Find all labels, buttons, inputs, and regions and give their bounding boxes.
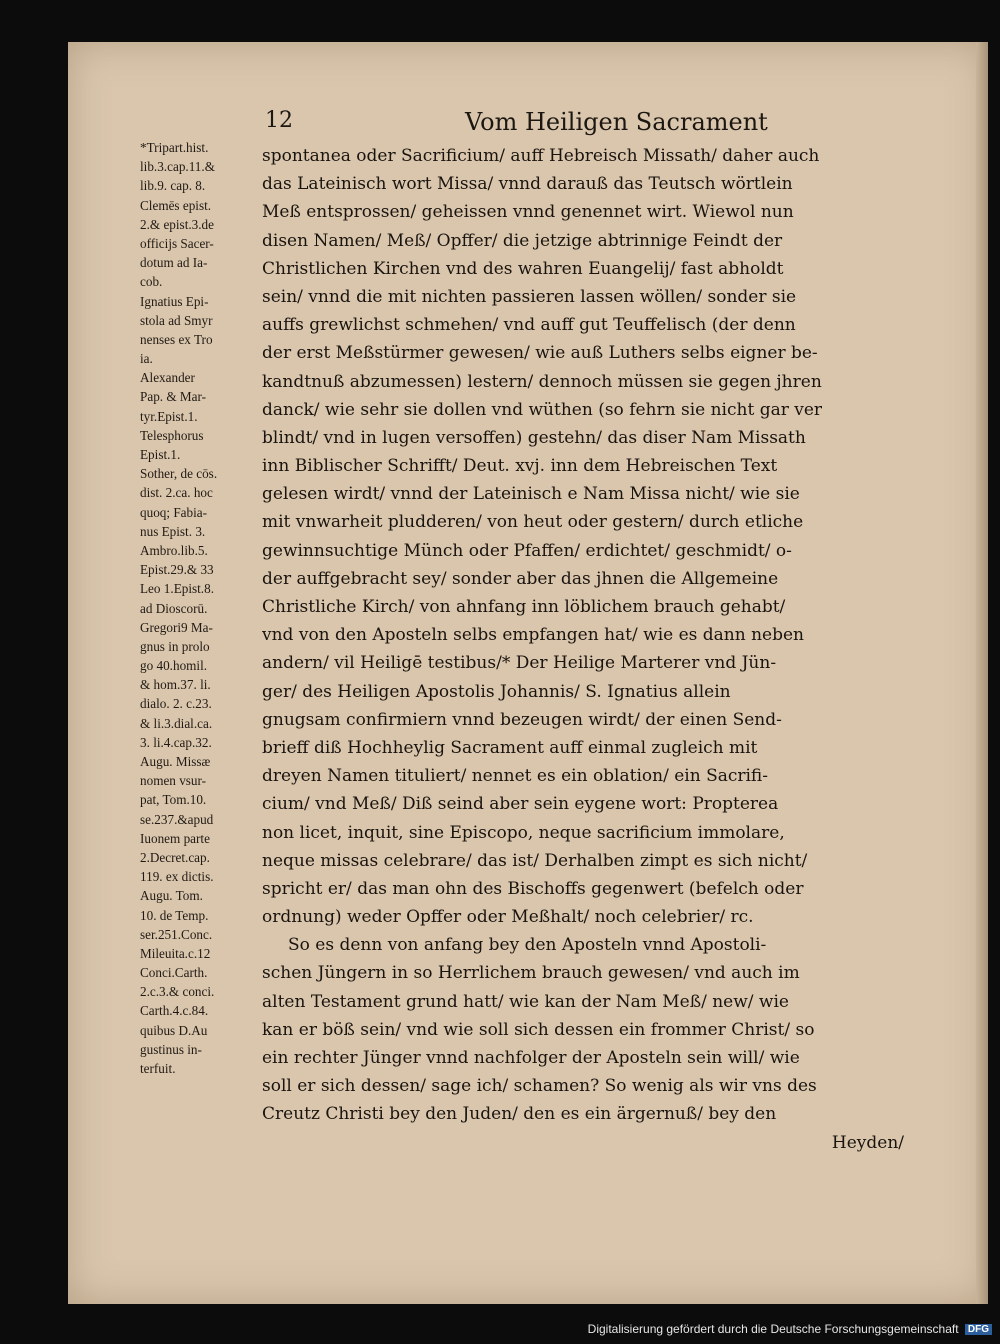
text-line: mit vnwarheit pludderen/ von heut oder gestern/ durch etliche: [262, 512, 804, 533]
margin-note-line: ser.251.Conc.: [140, 926, 213, 942]
margin-note-line: nenses ex Tro: [140, 331, 213, 347]
margin-note-line: ad Dioscorū.: [140, 600, 208, 616]
text-line: spontanea oder Sacrificium/ auff Hebreisch Missath/ daher auch: [262, 146, 820, 166]
text-line: ein rechter Jünger vnnd nachfolger der Aposteln sein will/ wie: [262, 1048, 800, 1068]
body-text: [262, 142, 904, 1157]
text-line: schen Jüngern in so Herrlichem brauch gewesen/ vnd auch im: [262, 963, 800, 984]
margin-note-line: go 40.homil.: [140, 658, 208, 674]
text-line: der auffgebracht sey/ sonder aber das jhnen die Allgemeine: [262, 568, 779, 589]
margin-note-line: gustinus in-: [140, 1041, 202, 1057]
dfg-logo: DFG: [965, 1324, 992, 1335]
text-line: Meß entsprossen/ geheissen vnnd genennet wirt. Wiewol nun: [262, 202, 794, 223]
text-line: disen Namen/ Meß/ Opffer/ die jetzige abtrinnige Feindt der: [262, 230, 783, 251]
margin-note-line: 2.Decret.cap.: [140, 849, 210, 865]
text-line: Heyden/: [831, 1132, 904, 1153]
text-line: gnugsam confirmiern vnnd bezeugen wirdt/ der einen Send-: [262, 709, 782, 730]
margin-note-line: Leo 1.Epist.8.: [140, 581, 214, 597]
footer: [588, 1322, 992, 1336]
text-line: So es denn von anfang bey den Aposteln vnnd Apostoli-: [288, 935, 767, 956]
text-line: kan er böß sein/ vnd wie soll sich dessen ein frommer Christ/ so: [262, 1019, 815, 1040]
margin-note-line: dialo. 2. c.23.: [140, 696, 212, 712]
margin-note-line: Carth.4.c.84.: [140, 1003, 209, 1019]
margin-note-line: Telesphorus: [140, 427, 204, 443]
text-line: sein/ vnnd die mit nichten passieren lassen wöllen/ sonder sie: [262, 286, 797, 307]
margin-note-line: pat, Tom.10.: [140, 792, 207, 808]
margin-note-line: Pap. & Mar-: [140, 389, 207, 405]
margin-note-line: Ambro.lib.5.: [140, 542, 208, 558]
margin-note-line: Gregori9 Ma-: [140, 619, 213, 635]
margin-note-line: Ignatius Epi-: [140, 293, 209, 309]
margin-note-line: nus Epist. 3.: [140, 523, 206, 539]
margin-note-line: nomen vsur-: [140, 773, 207, 789]
margin-note-line: 119. ex dictis.: [140, 869, 214, 885]
text-line: kandtnuß abzumessen) lestern/ dennoch müssen sie gegen jhren: [262, 371, 822, 392]
margin-note-line: Epist.1.: [140, 447, 181, 462]
margin-note-line: cob.: [140, 274, 163, 290]
margin-note-line: stola ad Smyr: [140, 312, 213, 328]
margin-note-line: & hom.37. li.: [140, 677, 211, 693]
margin-note-line: quibus D.Au: [140, 1022, 208, 1038]
margin-note-line: Sother, de cōs.: [140, 466, 218, 482]
digitization-credit: Digitalisierung gefördert durch die Deutsche Forschungsgemeinschaft: [587, 1322, 959, 1336]
margin-note-line: Augu. Missæ: [140, 754, 211, 769]
text-line: Christliche Kirch/ von ahnfang inn löblichem brauch gehabt/: [262, 597, 786, 617]
text-line: gelesen wirdt/ vnnd der Lateinisch e Nam Missa nicht/ wie sie: [262, 484, 800, 505]
text-line: dreyen Namen tituliert/ nennet es ein oblation/ ein Sacrifi-: [262, 766, 769, 787]
margin-note-line: dotum ad Ia-: [140, 255, 208, 271]
margin-notes: [140, 138, 264, 1078]
text-line: gewinnsuchtige Münch oder Pfaffen/ erdichtet/ geschmidt/ o-: [262, 540, 792, 561]
text-line: andern/ vil Heiligē testibus/* Der Heilige Marterer vnd Jün-: [262, 653, 777, 674]
margin-note-line: quoq; Fabia-: [140, 504, 208, 520]
margin-note-line: *Tripart.hist.: [140, 140, 209, 155]
text-line: auffs grewlichst schmehen/ vnd auff gut Teuffelisch (der denn: [262, 315, 796, 336]
text-line: vnd von den Aposteln selbs empfangen hat/ wie es dann neben: [262, 625, 804, 646]
margin-note-line: 2.c.3.& conci.: [140, 984, 215, 1000]
text-line: blindt/ vnd in lugen versoffen) gestehn/ das diser Nam Missath: [262, 427, 806, 448]
text-line: der erst Meßstürmer gewesen/ wie auß Luthers selbs eigner be-: [262, 343, 818, 364]
text-line: non licet, inquit, sine Episcopo, neque sacrificium immolare,: [262, 822, 785, 843]
text-line: das Lateinisch wort Missa/ vnnd darauß das Teutsch wörtlein: [262, 174, 793, 195]
margin-note-line: Augu. Tom.: [140, 888, 203, 904]
page-title: Vom Heiligen Sacrament: [465, 108, 768, 136]
margin-note-line: gnus in prolo: [140, 638, 210, 654]
page-edge: [976, 42, 988, 1304]
text-line: brieff diß Hochheylig Sacrament auff einmal zugleich mit: [262, 737, 758, 758]
margin-note-line: lib.3.cap.11.&: [140, 159, 215, 175]
margin-note-line: & li.3.dial.ca.: [140, 715, 213, 731]
text-line: ger/ des Heiligen Apostolis Johannis/ S. Ignatius allein: [262, 681, 731, 702]
margin-note-line: 10. de Temp.: [140, 907, 209, 923]
margin-note-line: Mileuita.c.12: [140, 945, 211, 961]
text-line: ordnung) weder Opffer oder Meßhalt/ noch celebrier/ rc.: [262, 907, 754, 928]
text-line: neque missas celebrare/ das ist/ Derhalben zimpt es sich nicht/: [262, 850, 808, 871]
margin-note-line: Conci.Carth.: [140, 965, 208, 981]
text-line: alten Testament grund hatt/ wie kan der Nam Meß/ new/ wie: [262, 991, 789, 1012]
text-line: soll er sich dessen/ sage ich/ schamen? So wenig als wir vns des: [262, 1076, 817, 1097]
text-line: danck/ wie sehr sie dollen vnd wüthen (so fehrn sie nicht gar ver: [262, 399, 823, 420]
margin-note-line: dist. 2.ca. hoc: [140, 485, 213, 501]
margin-note-line: ia.: [140, 351, 153, 367]
text-line: Christlichen Kirchen vnd des wahren Euangelij/ fast abholdt: [262, 258, 784, 279]
page-number: 12: [265, 108, 293, 133]
margin-note-line: terfuit.: [140, 1061, 176, 1076]
margin-note-line: Clemēs epist.: [140, 197, 212, 213]
running-head: [265, 108, 905, 140]
margin-note-line: se.237.&apud: [140, 811, 214, 827]
margin-note-line: Alexander: [140, 370, 195, 386]
margin-note-line: lib.9. cap. 8.: [140, 178, 206, 194]
margin-note-line: officijs Sacer-: [140, 235, 214, 251]
text-line: spricht er/ das man ohn des Bischoffs gegenwert (befelch oder: [262, 878, 804, 899]
text-line: inn Biblischer Schrifft/ Deut. xvj. inn dem Hebreischen Text: [262, 456, 778, 477]
margin-note-line: Iuonem parte: [140, 830, 210, 846]
margin-note-line: 2.& epist.3.de: [140, 216, 214, 232]
text-line: cium/ vnd Meß/ Diß seind aber sein eygene wort: Propterea: [262, 794, 779, 815]
margin-note-line: 3. li.4.cap.32.: [140, 734, 212, 750]
margin-note-line: tyr.Epist.1.: [140, 408, 198, 424]
margin-note-line: Epist.29.& 33: [140, 562, 214, 578]
text-line: Creutz Christi bey den Juden/ den es ein ärgernuß/ bey den: [262, 1104, 777, 1125]
